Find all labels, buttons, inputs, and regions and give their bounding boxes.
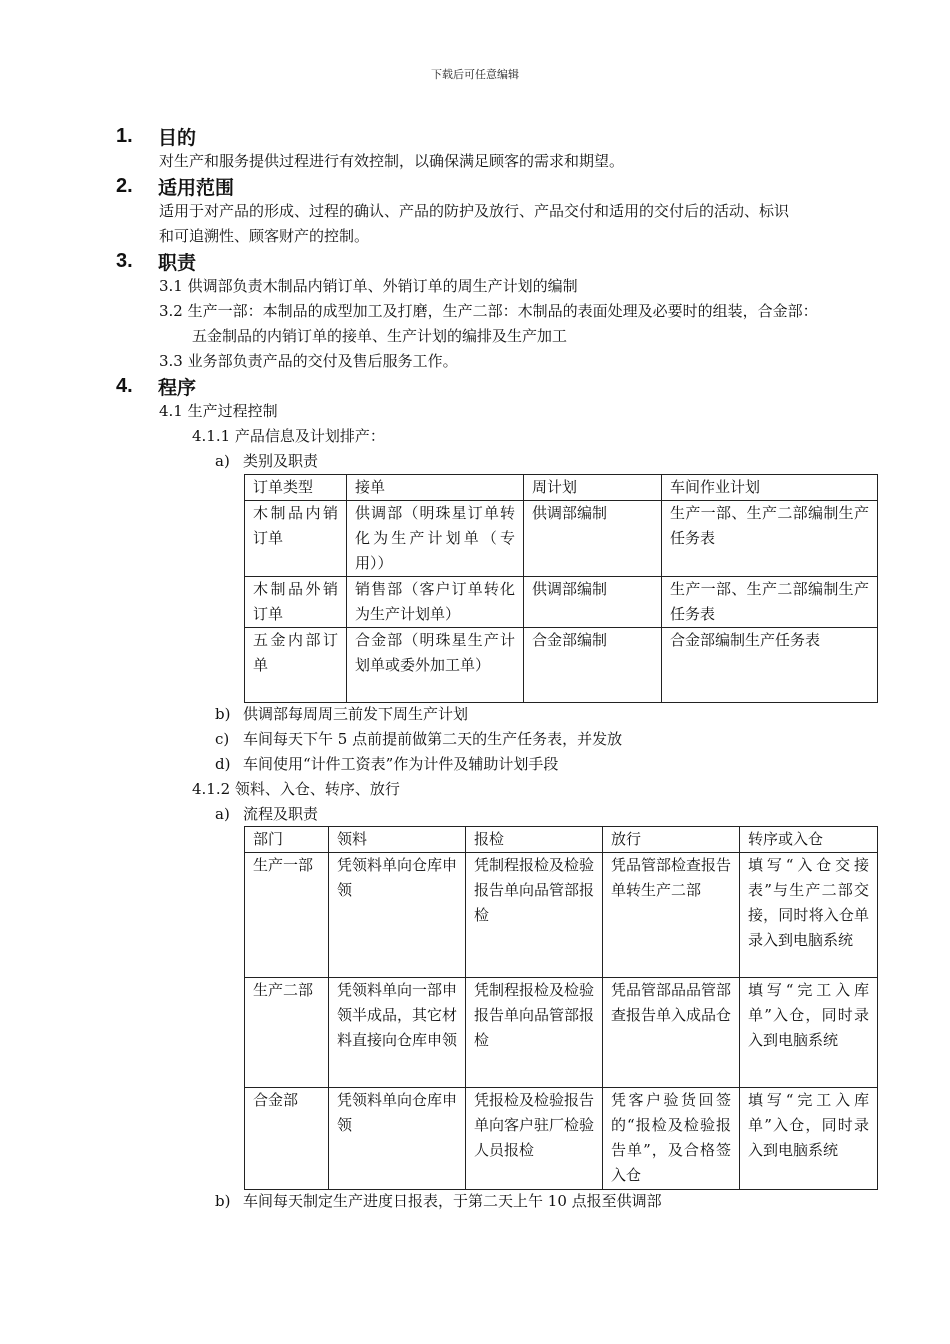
table-cell: 合金部编制生产任务表 [662,628,878,703]
table-row [245,501,878,577]
section-2-body-line-2: 和可追溯性、顾客财产的控制。 [159,227,370,245]
table-cell: 凭品管部品品管部查报告单入成品仓 [603,978,740,1088]
section-3-item-1: 3.1 供调部负责木制品内销订单、外销订单的周生产计划的编制 [159,277,578,295]
table-cell: 供调部编制 [524,501,662,577]
list2-item-a-text: 流程及职责 [243,805,319,823]
table-header-cell: 报检 [466,827,603,853]
subsection-4-1-2: 4.1.2 领料、入仓、转序、放行 [192,780,400,798]
table-cell: 供调部编制 [524,577,662,628]
table-header-cell: 放行 [603,827,740,853]
section-1-heading [116,122,196,150]
subsection-4-1-1: 4.1.1 产品信息及计划排产： [192,427,385,445]
table-cell: 凭报检及检验报告单向客户驻厂检验人员报检 [466,1088,603,1190]
table-cell: 供调部（明珠星订单转化为生产计划单（专用）） [347,501,524,577]
table-cell: 木制品内销订单 [245,501,347,577]
table-cell: 生产二部 [245,978,329,1088]
order-category-table [244,474,878,703]
table-cell: 合金部编制 [524,628,662,703]
table-header-cell: 部门 [245,827,329,853]
list1-item-c-text: 车间每天下午 5 点前提前做第二天的生产任务表，并发放 [243,730,623,748]
page-header: 下载后可任意编辑 [431,68,519,81]
table-cell: 木制品外销订单 [245,577,347,628]
list2-item-b-marker: b) [215,1192,231,1210]
table-row [245,853,878,978]
subsection-4-1: 4.1 生产过程控制 [159,402,278,420]
section-3-item-2-line-2: 五金制品的内销订单的接单、生产计划的编排及生产加工 [192,327,568,345]
table-cell: 凭客户验货回签的“报检及检验报告单”，及合格签入仓 [603,1088,740,1190]
section-1-body: 对生产和服务提供过程进行有效控制，以确保满足顾客的需求和期望。 [159,152,625,170]
table-cell: 生产一部 [245,853,329,978]
table-row [245,577,878,628]
list2-item-a-marker: a) [215,805,230,823]
table-header-row [245,475,878,501]
table-cell: 合金部（明珠星生产计划单或委外加工单） [347,628,524,703]
table-header-cell: 领料 [329,827,466,853]
table-header-row [245,827,878,853]
section-2-heading [116,172,234,200]
table-row [245,1088,878,1190]
list1-item-a-text: 类别及职责 [243,452,319,470]
table-cell: 凭领料单向仓库申领 [329,1088,466,1190]
table-cell: 销售部（客户订单转化为生产计划单） [347,577,524,628]
table-header-cell: 周计划 [524,475,662,501]
table-cell: 生产一部、生产二部编制生产任务表 [662,501,878,577]
section-4-title: 程序 [158,376,197,399]
table-row [245,628,878,703]
table-header-cell: 订单类型 [245,475,347,501]
list1-item-c-marker: c) [215,730,230,748]
section-3-item-2-line-1: 3.2 生产一部：本制品的成型加工及打磨，生产二部：木制品的表面处理及必要时的组装，合金部： [159,302,818,320]
section-1-title: 目的 [158,126,197,149]
section-2-body-line-1: 适用于对产品的形成、过程的确认、产品的防护及放行、产品交付和适用的交付后的活动、标识 [159,202,790,220]
table-cell: 凭制程报检及检验报告单向品管部报检 [466,853,603,978]
table-cell: 五金内部订单 [245,628,347,703]
list2-item-b-text: 车间每天制定生产进度日报表，于第二天上午 10 点报至供调部 [243,1192,662,1210]
table-header-cell: 接单 [347,475,524,501]
list1-item-d-text: 车间使用“计件工资表”作为计件及辅助计划手段 [243,755,559,773]
table-cell: 凭品管部检查报告单转生产二部 [603,853,740,978]
list1-item-d-marker: d) [215,755,231,773]
table-cell: 生产一部、生产二部编制生产任务表 [662,577,878,628]
section-1-number: 1. [116,124,133,147]
table-cell: 合金部 [245,1088,329,1190]
section-3-title: 职责 [158,251,197,274]
list1-item-b-marker: b) [215,705,231,723]
table-cell: 填写“完工入库单”入仓，同时录入到电脑系统 [740,978,878,1088]
list1-item-b-text: 供调部每周周三前发下周生产计划 [243,705,469,723]
table-row [245,978,878,1088]
section-4-number: 4. [116,374,133,397]
table-header-cell: 车间作业计划 [662,475,878,501]
table-cell: 凭领料单向仓库申领 [329,853,466,978]
section-4-heading [116,372,196,400]
section-3-heading [116,247,196,275]
section-3-item-3: 3.3 业务部负责产品的交付及售后服务工作。 [159,352,458,370]
process-responsibility-table [244,826,878,1190]
list1-item-a-marker: a) [215,452,230,470]
table-cell: 凭领料单向一部申领半成品，其它材料直接向仓库申领 [329,978,466,1088]
table-header-cell: 转序或入仓 [740,827,878,853]
table-cell: 填写“完工入库单”入仓，同时录入到电脑系统 [740,1088,878,1190]
table-cell: 凭制程报检及检验报告单向品管部报检 [466,978,603,1088]
section-3-number: 3. [116,249,133,272]
section-2-title: 适用范围 [158,176,235,199]
section-2-number: 2. [116,174,133,197]
table-cell: 填写“入仓交接表”与生产二部交接，同时将入仓单录入到电脑系统 [740,853,878,978]
